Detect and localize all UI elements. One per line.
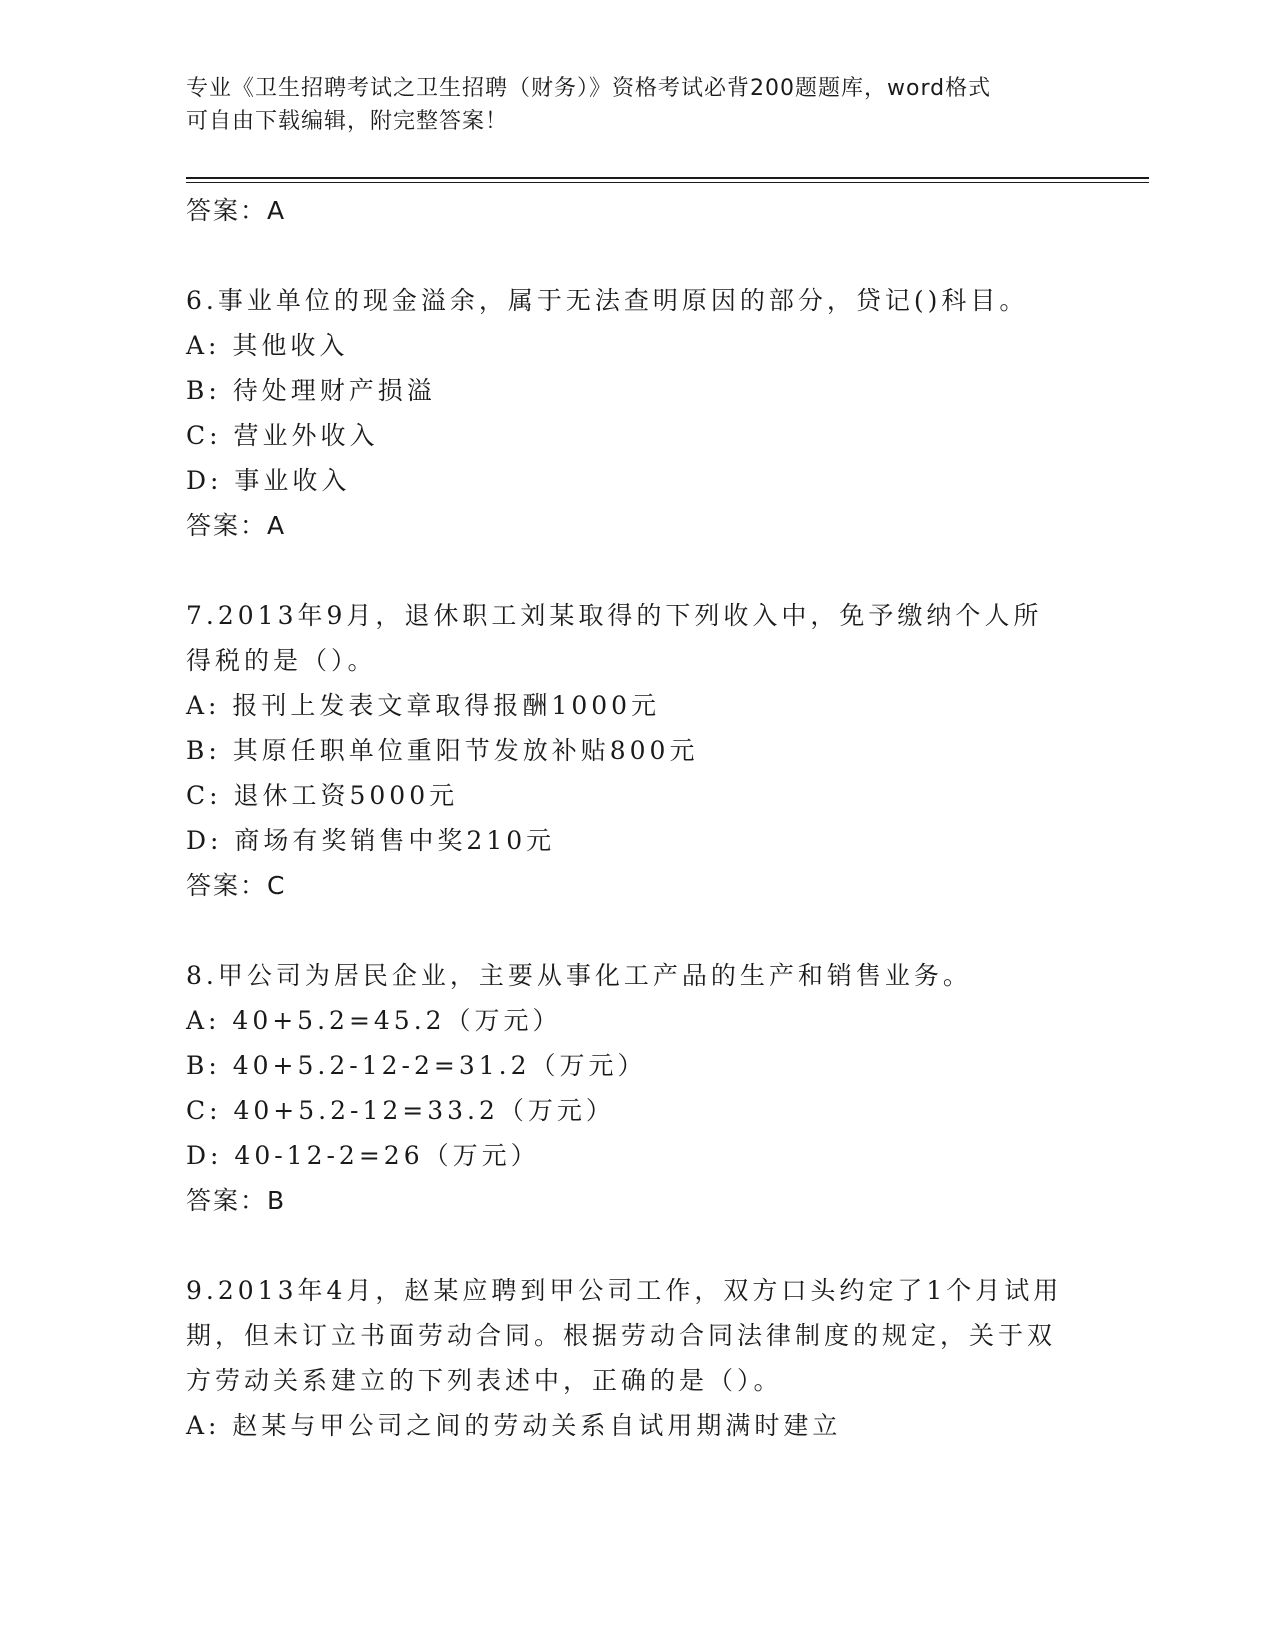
option-a: A: 报刊上发表文章取得报酬1000元 — [186, 691, 661, 720]
spacer — [186, 1223, 1086, 1268]
option-c: C: 40+5.2-12=33.2（万元） — [186, 1096, 615, 1125]
option-b: B: 其原任职单位重阳节发放补贴800元 — [186, 736, 699, 765]
option-b: B: 40+5.2-12-2=31.2（万元） — [186, 1051, 647, 1080]
spacer — [186, 233, 1086, 278]
question-text: 8.甲公司为居民企业，主要从事化工产品的生产和销售业务。 — [186, 961, 972, 990]
option-a: A: 40+5.2=45.2（万元） — [186, 1006, 562, 1035]
document-header — [186, 72, 1086, 138]
answer-6: 答案：A — [186, 511, 287, 540]
option-c: C: 退休工资5000元 — [186, 781, 459, 810]
option-a: A: 赵某与甲公司之间的劳动关系自试用期满时建立 — [186, 1411, 842, 1440]
header-line-2: 可自由下载编辑，附完整答案！ — [186, 109, 509, 134]
question-text: 7.2013年9月，退休职工刘某取得的下列收入中，免予缴纳个人所得税的是（）。 — [186, 601, 1043, 675]
option-d: D: 事业收入 — [186, 466, 351, 495]
option-d: D: 40-12-2=26（万元） — [186, 1141, 540, 1170]
question-9 — [186, 1268, 1086, 1448]
spacer — [186, 908, 1086, 953]
document-body — [186, 188, 1086, 1448]
answer-8: 答案：B — [186, 1186, 287, 1215]
option-a: A: 其他收入 — [186, 331, 349, 360]
header-rule-thin — [186, 182, 1149, 183]
answer-7: 答案：C — [186, 871, 287, 900]
question-text: 9.2013年4月，赵某应聘到甲公司工作，双方口头约定了1个月试用期，但未订立书面劳动合同。根据劳动合同法律制度的规定，关于双方劳动关系建立的下列表述中，正确的是（）。 — [186, 1276, 1063, 1395]
spacer — [186, 548, 1086, 593]
question-7 — [186, 593, 1086, 908]
question-8 — [186, 953, 1086, 1223]
header-line-1: 专业《卫生招聘考试之卫生招聘（财务）》资格考试必背200题题库，word格式 — [186, 76, 992, 101]
header-rule-thick — [186, 177, 1149, 179]
option-d: D: 商场有奖销售中奖210元 — [186, 826, 556, 855]
option-b: B: 待处理财产损溢 — [186, 376, 436, 405]
answer-previous: 答案：A — [186, 196, 287, 225]
question-text: 6.事业单位的现金溢余，属于无法查明原因的部分，贷记()科目。 — [186, 286, 1029, 315]
question-6 — [186, 278, 1086, 548]
option-c: C: 营业外收入 — [186, 421, 379, 450]
